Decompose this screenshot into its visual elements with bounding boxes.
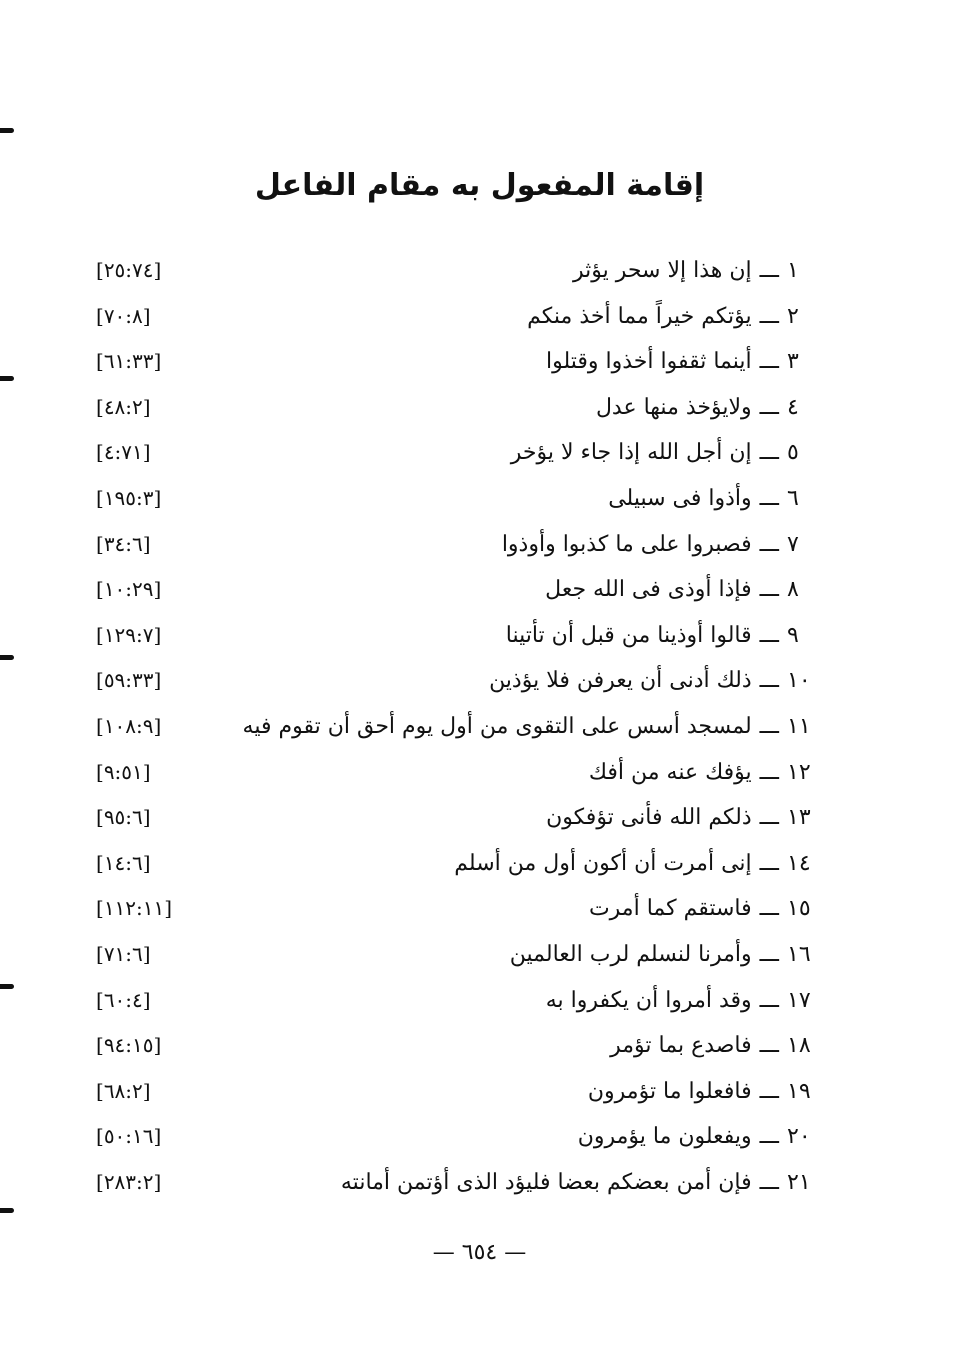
entry-reference: [٢٥:٧٤] [96, 258, 162, 282]
entry-number: ١ [787, 258, 799, 283]
entry-reference: [١٤:٦] [96, 850, 151, 875]
page-number: — ٦٥٤ — [432, 1240, 527, 1265]
entry-text [243, 704, 813, 749]
entry-reference: [٦١:٣٣] [96, 349, 162, 374]
entry-dash: ـــ [759, 394, 779, 420]
entry-phrase: فاستقم كما أمرت [588, 896, 752, 922]
entry-phrase: لمسجد أسس على التقوى من أول يوم أحق أن تقوم فيه [242, 713, 752, 739]
entry-reference: [٢٨٣:٢] [96, 1169, 162, 1194]
entry-phrase: يؤفك عنه من أفك [588, 759, 752, 785]
entry-number: ١٤ [787, 850, 811, 876]
entry-text [573, 248, 813, 293]
entry-number: ١٥ [787, 896, 811, 922]
entry-text [502, 522, 813, 567]
entry-text [341, 1160, 813, 1205]
entry-dash: ـــ [759, 531, 779, 557]
list-item [0, 886, 959, 932]
entry-reference: [٥٠:١٦] [96, 1124, 162, 1149]
entry-reference: [١٠٨:٩] [96, 713, 162, 738]
entry-reference: [٦٠:٤] [96, 987, 151, 1012]
entry-text [510, 932, 813, 977]
entry-number: ٤ [787, 394, 799, 420]
list-item [0, 1023, 959, 1069]
entry-reference: [٣٤:٦] [96, 531, 151, 556]
entry-text [610, 1023, 813, 1068]
entry-dash: ـــ [759, 303, 779, 329]
entry-dash: ـــ [759, 805, 779, 831]
list-item [0, 294, 959, 340]
list-item [0, 522, 959, 568]
entry-phrase: وقد أمروا أن يكفروا به [545, 987, 752, 1013]
entry-dash: ـــ [759, 668, 779, 694]
entry-dash: ـــ [759, 1124, 779, 1150]
entry-number: ١٢ [787, 759, 811, 785]
entry-number: ١١ [787, 713, 811, 739]
entry-number: ٥ [787, 440, 799, 466]
entry-number: ١٣ [787, 805, 811, 831]
list-item [0, 385, 959, 431]
entry-number: ٨ [787, 577, 799, 603]
entry-dash: ـــ [759, 1169, 779, 1195]
list-item [0, 1114, 959, 1160]
entry-dash: ـــ [759, 485, 779, 511]
entry-reference: [١١٢:١١] [96, 896, 173, 921]
entry-text [454, 841, 813, 886]
entry-text [589, 750, 813, 795]
margin-mark [0, 128, 14, 133]
list-item [0, 430, 959, 476]
entry-phrase: إن أجل الله إذا جاء لا يؤخر [510, 440, 752, 466]
entry-text [527, 294, 813, 339]
entry-number: ٦ [787, 485, 799, 511]
entry-text [578, 1114, 813, 1159]
entry-phrase: وأمرنا لنسلم لرب العالمين [509, 941, 752, 967]
entry-phrase: إنى أمرت أن أكون أول من أسلم [454, 850, 752, 876]
entries-list [0, 248, 959, 1205]
entry-text [589, 886, 813, 931]
entry-text [596, 385, 813, 430]
page-title: إقامة المفعول به مقام الفاعل [254, 168, 705, 203]
list-item [0, 476, 959, 522]
list-item [0, 613, 959, 659]
entry-text [545, 567, 813, 612]
list-item [0, 841, 959, 887]
entry-reference: [٧٠:٨] [96, 303, 151, 328]
list-item [0, 1160, 959, 1206]
entry-reference: [٥٩:٣٣] [96, 668, 162, 693]
entry-number: ١٩ [787, 1078, 811, 1104]
list-item [0, 795, 959, 841]
entry-phrase: إن هذا إلا سحر يؤثر [572, 258, 752, 283]
list-item [0, 658, 959, 704]
entry-number: ١٦ [787, 941, 811, 967]
entry-reference: [٤:٧١] [96, 440, 151, 465]
entry-number: ٧ [787, 531, 799, 557]
entry-text [506, 613, 813, 658]
list-item [0, 1069, 959, 1115]
list-item [0, 978, 959, 1024]
list-item [0, 248, 959, 294]
entry-dash: ـــ [759, 1078, 779, 1104]
entry-dash: ـــ [759, 577, 779, 603]
entry-phrase: وأذوا فى سبيلى [608, 485, 752, 511]
entry-text [588, 1069, 813, 1114]
entry-phrase: يؤتكم خيراً مما أخذ منكم [527, 303, 752, 329]
entry-number: ٢١ [787, 1169, 811, 1195]
entry-reference: [١٠:٢٩] [96, 577, 162, 602]
entry-phrase: فصبروا على ما كذبوا وأوذوا [501, 531, 752, 557]
entry-phrase: ولايؤخذ منها عدل [595, 394, 752, 420]
list-item [0, 339, 959, 385]
list-item [0, 932, 959, 978]
entry-number: ٢٠ [787, 1124, 811, 1150]
entry-reference: [٦٨:٢] [96, 1078, 151, 1103]
entry-phrase: ذلكم الله فأنى تؤفكون [546, 805, 752, 831]
entry-phrase: ذلك أدنى أن يعرفن فلا يؤذين [489, 668, 752, 694]
entry-dash: ـــ [759, 349, 779, 375]
entry-reference: [٩٥:٦] [96, 805, 151, 830]
entry-text [546, 978, 813, 1023]
entry-dash: ـــ [759, 896, 779, 922]
entry-dash: ـــ [759, 622, 779, 648]
list-item [0, 567, 959, 613]
entry-dash: ـــ [759, 850, 779, 876]
entry-phrase: قالوا أوذينا من قبل أن تأتينا [505, 622, 752, 648]
entry-phrase: أينما ثقفوا أخذوا وقتلوا [545, 349, 752, 375]
entry-dash: ـــ [759, 987, 779, 1013]
entry-dash: ـــ [759, 713, 779, 739]
list-item [0, 750, 959, 796]
entry-reference: [٧١:٦] [96, 941, 151, 966]
entry-text [489, 658, 813, 703]
entry-phrase: فاصدع بما تؤمر [610, 1033, 752, 1059]
entry-text [546, 795, 813, 840]
entry-reference: [١٢٩:٧] [96, 622, 162, 647]
entry-number: ١٨ [787, 1033, 811, 1059]
list-item [0, 704, 959, 750]
entry-text [546, 339, 813, 384]
entry-reference: [٤٨:٢] [96, 394, 151, 419]
entry-dash: ـــ [759, 258, 779, 283]
entry-dash: ـــ [759, 759, 779, 785]
entry-phrase: فافعلوا ما تؤمرون [587, 1078, 752, 1104]
entry-text [608, 476, 813, 521]
entry-number: ١٧ [787, 987, 811, 1013]
entry-dash: ـــ [759, 941, 779, 967]
entry-phrase: ويفعلون ما يؤمرون [577, 1124, 752, 1150]
margin-mark [0, 1208, 14, 1213]
entry-number: ٣ [787, 349, 799, 375]
entry-text [511, 430, 813, 475]
entry-reference: [٩٤:١٥] [96, 1033, 162, 1058]
entry-number: ٢ [787, 303, 799, 329]
entry-phrase: فإذا أوذى فى الله جعل [545, 577, 752, 603]
entry-reference: [٩:٥١] [96, 759, 151, 784]
entry-reference: [١٩٥:٣] [96, 485, 162, 510]
entry-number: ٩ [787, 622, 799, 648]
entry-dash: ـــ [759, 440, 779, 466]
entry-dash: ـــ [759, 1033, 779, 1059]
entry-phrase: فإن أمن بعضكم بعضا فليؤد الذى أؤتمن أمانته [340, 1169, 752, 1195]
entry-number: ١٠ [787, 668, 811, 694]
